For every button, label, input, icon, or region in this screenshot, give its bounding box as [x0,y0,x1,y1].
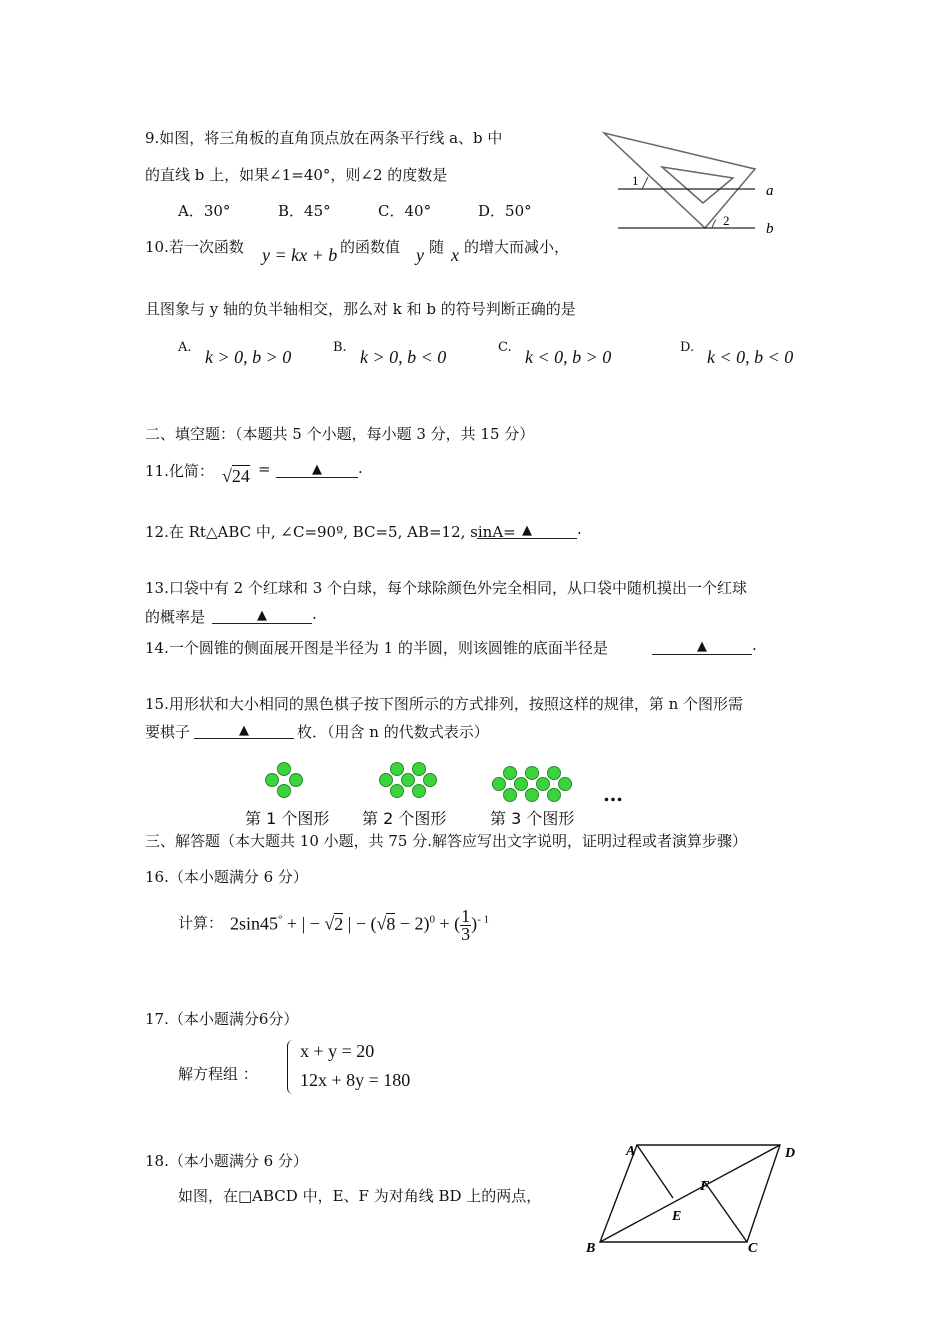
q11-radical [222,466,250,487]
q10-line2: 且图象与 y 轴的负半轴相交，那么对 k 和 b 的符号判断正确的是 [145,300,576,318]
vertex-c-label: C [748,1241,758,1256]
q13-line2: 的概率是 [145,608,206,626]
q16-expression: 2sin45° + | − √2 | − $(√8 - 2)^0$ + ( $\frac{1}{3}$ )$^{- 1}$ [230,906,490,944]
q12-answer-blank[interactable]: ▲ . [477,520,582,539]
q9-line1: 9.如图，将三角板的直角顶点放在两条平行线 a、b 中 [145,129,503,147]
pattern-caption-1: 第 1 个图形 [245,809,330,828]
q15-line1: 15.用形状和大小相同的黑色棋子按下图所示的方式排列，按照这样的规律，第 n 个图形需 [145,695,744,713]
line-b-label: b [766,221,774,237]
pattern-ellipsis: … [603,782,623,806]
q14-text: 14.一个圆锥的侧面展开图是半径为 1 的半圆，则该圆锥的底面半径是 [145,639,608,657]
q14-answer-blank[interactable]: ▲ . [652,636,757,655]
q15-answer-blank[interactable] [194,720,294,739]
q10-option-c-expr: k < 0, b > 0 [525,347,612,367]
q13-answer-blank[interactable]: ▲ . [212,605,317,624]
q10-option-d-label: D. [680,340,695,355]
q9-figure [600,125,800,240]
q9-option-c: C．40° [378,202,432,220]
q11-prefix: 11.化简： [145,462,214,480]
q10-option-c-label: C. [498,340,512,355]
q10-var-x: x [451,245,459,265]
q9-option-b: B．45° [278,202,331,220]
angle2-label: 2 [723,213,730,228]
vertex-d-label: D [785,1146,796,1161]
vertex-a-label: A [626,1144,636,1159]
answer-marker-icon: ▲ [312,462,322,477]
answer-marker-icon: ▲ [697,639,707,654]
q15-line2-b: 枚．（用含 n 的代数式表示） [297,723,489,741]
radical-sign: √ [222,466,232,486]
q11-equals: = [258,460,271,478]
q16-heading: 16.（本小题满分 6 分） [145,868,308,886]
answer-marker-icon: ▲ [522,523,532,538]
q10-text-4: 的增大而减小， [464,238,570,256]
point-f-label: F [700,1179,710,1194]
q10-option-d-expr: k < 0, b < 0 [707,347,794,367]
pattern-caption-3: 第 3 个图形 [490,809,575,828]
section2-heading: 二、填空题：（本题共 5 个小题，每小题 3 分，共 15 分） [145,425,535,443]
q10-text-2: 的函数值 [340,238,401,256]
q12-text: 12.在 Rt△ABC 中, ∠C=90º, BC=5, AB=12, sinA= [145,523,516,541]
q13-line1: 13.口袋中有 2 个红球和 3 个白球，每个球除颜色外完全相同，从口袋中随机摸出一个红球 [145,579,748,597]
q10-text-1: 10.若一次函数 [145,238,244,256]
q18-line1: 如图，在□ABCD 中，E、F 为对角线 BD 上的两点， [178,1187,542,1205]
q18-parallelogram-figure [580,1135,800,1260]
q16-prefix: 计算： [178,914,224,932]
angle1-label: 1 [632,173,639,188]
q10-formula: y = kx + b [262,245,338,265]
section3-heading: 三、解答题（本大题共 10 小题，共 75 分.解答应写出文字说明，证明过程或者演算步骤） [145,832,748,850]
vertex-b-label: B [586,1241,596,1256]
line-a-label: a [766,183,774,199]
q15-line2-a: 要棋子 [145,723,191,741]
q17-prefix: 解方程组 ： [178,1065,258,1083]
q11-radicand: 24 [231,466,250,486]
q10-option-b-expr: k > 0, b < 0 [360,347,447,367]
q10-text-3: 随 [429,238,445,256]
q9-line2: 的直线 b 上，如果∠1=40°，则∠2 的度数是 [145,166,448,184]
q10-option-b-label: B. [333,340,347,355]
pattern-caption-2: 第 2 个图形 [362,809,447,828]
q17-heading: 17.（本小题满分6分） [145,1010,299,1028]
point-e-label: E [672,1209,682,1224]
q10-var-y: y [416,245,424,265]
q17-equation-2: 12x + 8y = 180 [300,1070,411,1090]
q18-heading: 18.（本小题满分 6 分） [145,1152,308,1170]
answer-marker-icon: ▲ [257,608,267,623]
q17-brace [287,1040,296,1094]
q11-answer-blank[interactable]: ▲ . [276,459,363,478]
q10-option-a-expr: k > 0, b > 0 [205,347,292,367]
answer-marker-icon: ▲ [239,723,249,738]
q9-option-a: A．30° [178,202,231,220]
q17-equation-1: x + y = 20 [300,1041,375,1061]
q10-option-a-label: A. [178,340,192,355]
q9-option-d: D．50° [478,202,532,220]
